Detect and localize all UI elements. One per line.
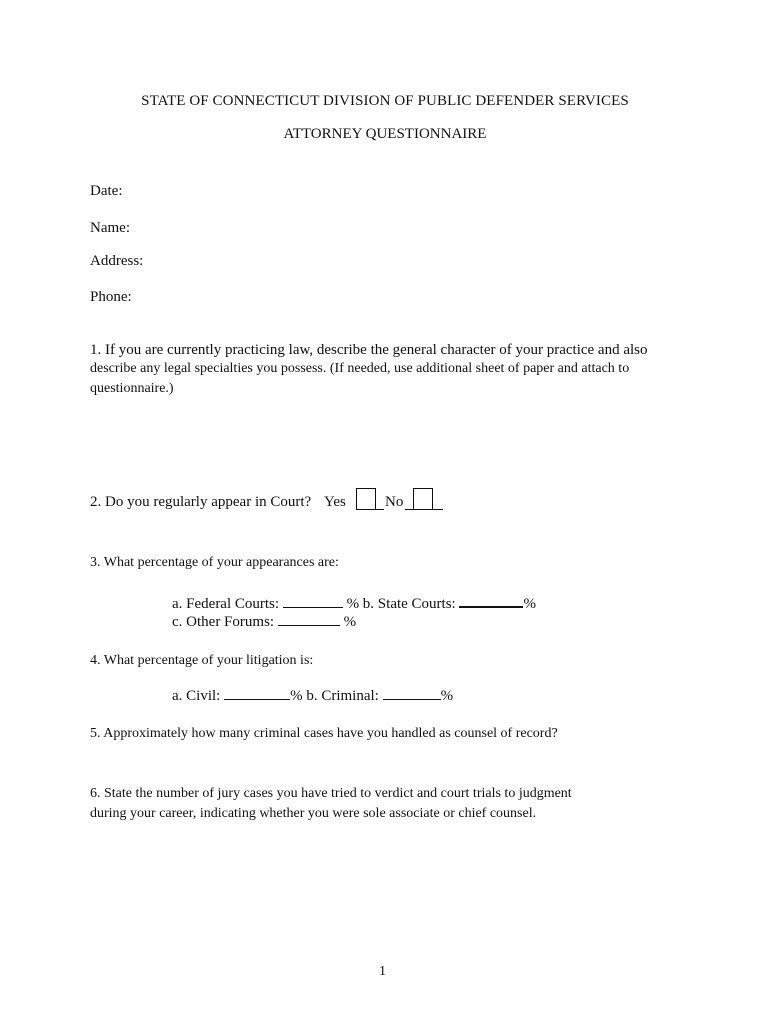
question-3-row-c bbox=[172, 612, 356, 631]
address-label: Address: bbox=[90, 253, 144, 269]
question-5-text: 5. Approximately how many criminal cases have you handled as counsel of record? bbox=[90, 726, 558, 741]
federal-courts-label: a. Federal Courts: bbox=[172, 596, 280, 612]
civil-criminal-label: % b. Criminal: bbox=[290, 688, 379, 704]
yes-checkbox[interactable] bbox=[356, 488, 376, 510]
question-1-line-2: describe any legal specialties you possess. (If needed, use additional sheet of paper and attach to bbox=[90, 361, 630, 376]
question-3-text: 3. What percentage of your appearances are: bbox=[90, 555, 339, 570]
state-courts-percent: % bbox=[523, 596, 536, 612]
other-forums-percent: % bbox=[343, 614, 357, 630]
other-forums-blank[interactable] bbox=[278, 612, 340, 626]
question-2-no-label: No bbox=[385, 494, 404, 510]
question-2-yes-label: Yes bbox=[324, 494, 346, 510]
question-4-text: 4. What percentage of your litigation is: bbox=[90, 653, 314, 668]
phone-label: Phone: bbox=[90, 289, 132, 305]
page-number: 1 bbox=[379, 964, 386, 979]
question-3-row-a bbox=[172, 593, 536, 613]
question-1-line-3: questionnaire.) bbox=[90, 381, 174, 396]
no-checkbox[interactable] bbox=[413, 488, 433, 510]
date-label: Date: bbox=[90, 183, 123, 199]
name-label: Name: bbox=[90, 220, 130, 236]
question-2-text: 2. Do you regularly appear in Court? bbox=[90, 494, 312, 510]
civil-label: a. Civil: bbox=[172, 688, 221, 704]
other-forums-label: c. Other Forums: bbox=[172, 614, 275, 630]
federal-courts-blank[interactable] bbox=[283, 594, 343, 608]
document-subtitle: ATTORNEY QUESTIONNAIRE bbox=[283, 126, 487, 142]
question-6-line-2: during your career, indicating whether you were sole associate or chief counsel. bbox=[90, 806, 537, 821]
question-6-line-1: 6. State the number of jury cases you have tried to verdict and court trials to judgment bbox=[90, 786, 572, 801]
no-underline-left bbox=[405, 509, 413, 510]
question-1-line-1: 1. If you are currently practicing law, describe the general character of your practice and also bbox=[90, 342, 648, 358]
criminal-blank[interactable] bbox=[383, 686, 441, 700]
criminal-percent: % bbox=[440, 688, 454, 704]
civil-blank[interactable] bbox=[224, 686, 290, 700]
no-underline-right bbox=[433, 509, 443, 510]
document-title: STATE OF CONNECTICUT DIVISION OF PUBLIC DEFENDER SERVICES bbox=[141, 93, 629, 109]
federal-state-label: % b. State Courts: bbox=[346, 596, 456, 612]
yes-underline bbox=[376, 509, 384, 510]
question-4-row bbox=[172, 686, 453, 705]
state-courts-blank[interactable] bbox=[459, 593, 523, 608]
